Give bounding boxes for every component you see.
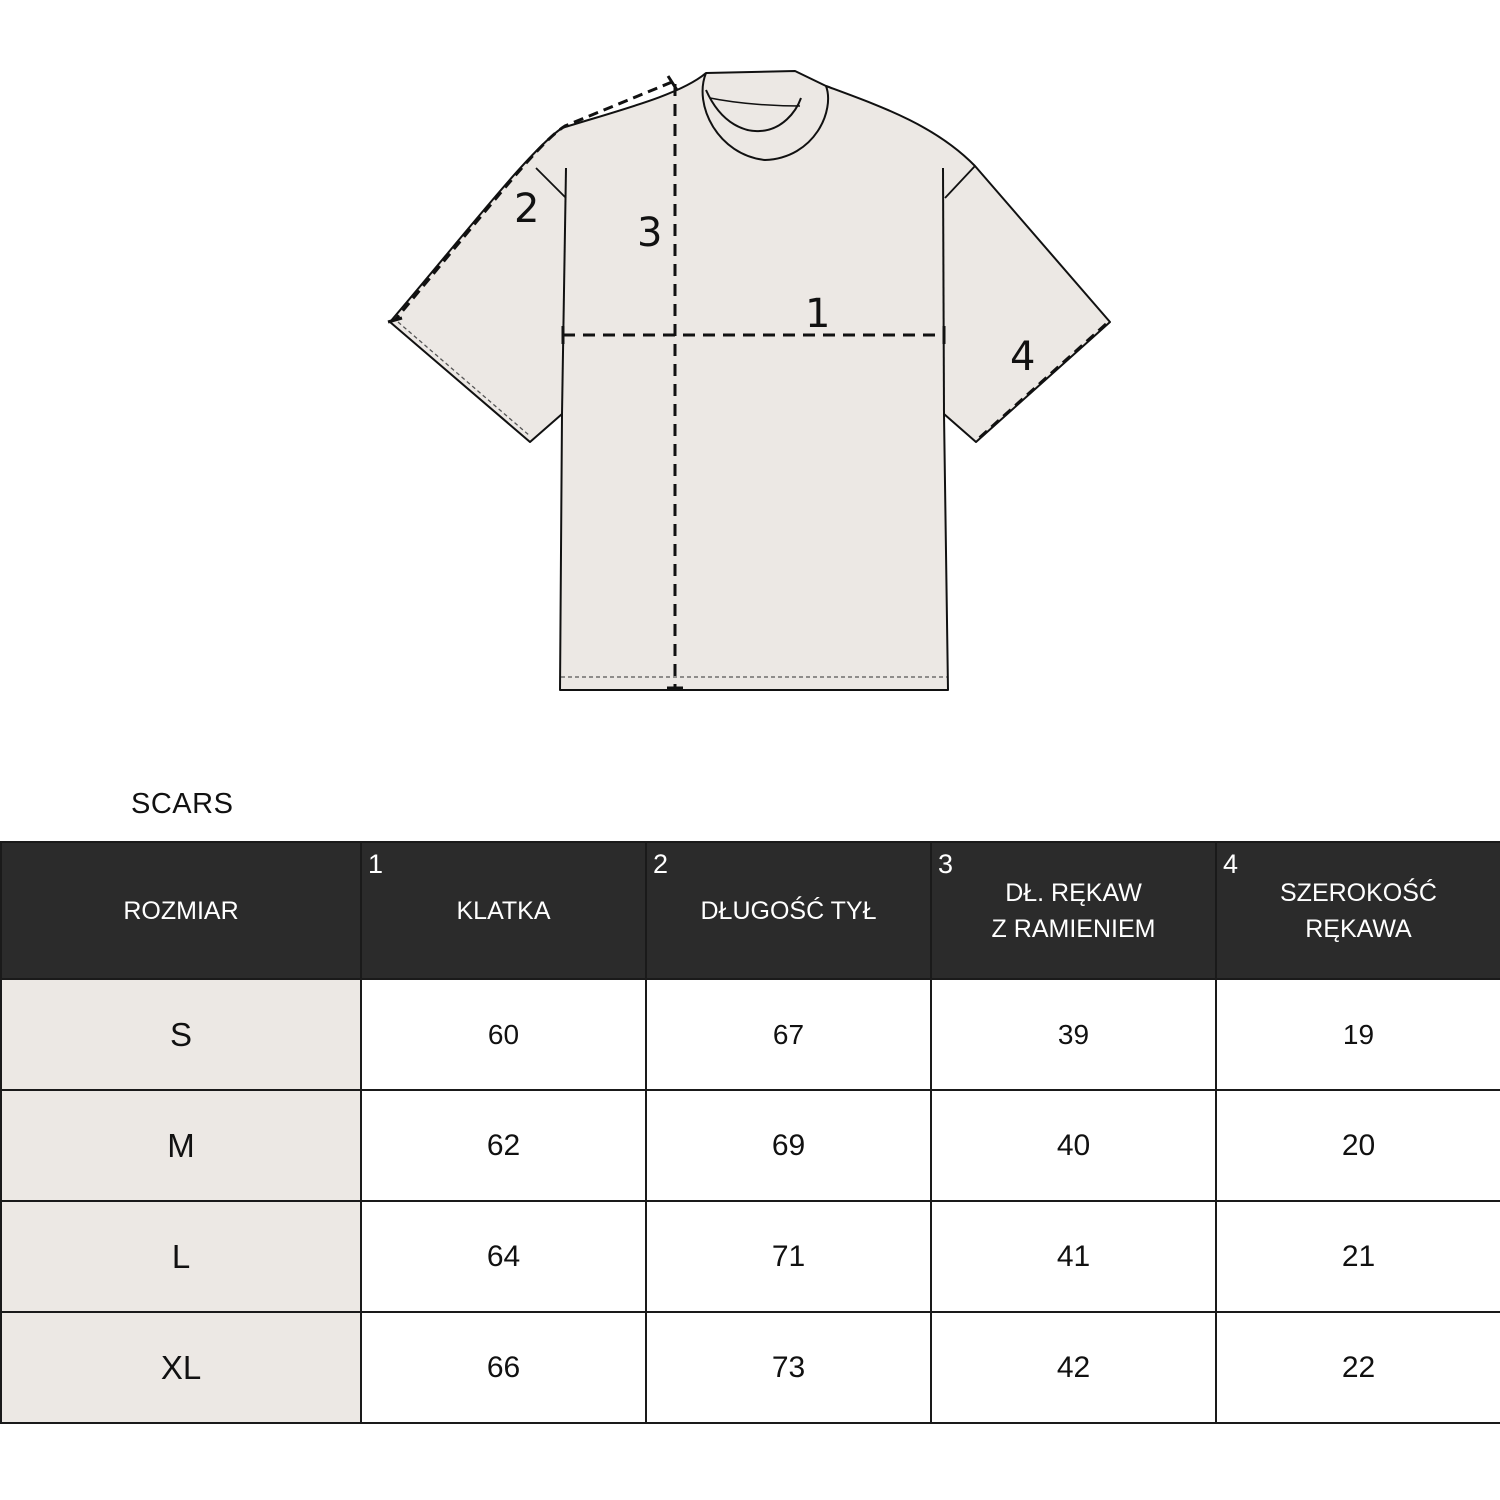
header-col-number: 2 — [653, 849, 669, 879]
table-cell: 69 — [646, 1090, 931, 1201]
header-col-number: 4 — [1223, 849, 1239, 879]
marker-4: 4 — [1010, 334, 1036, 380]
header-chest: 1 KLATKA — [361, 842, 646, 979]
table-row — [1, 1312, 1500, 1423]
header-col-number: 3 — [938, 849, 954, 879]
table-cell: 62 — [361, 1090, 646, 1201]
table-cell: 40 — [931, 1090, 1216, 1201]
table-cell: 19 — [1216, 979, 1500, 1090]
table-cell: 73 — [646, 1312, 931, 1423]
marker-3: 3 — [637, 210, 663, 256]
table-cell: 41 — [931, 1201, 1216, 1312]
size-cell: L — [1, 1201, 361, 1312]
table-row — [1, 979, 1500, 1090]
size-chart-table — [0, 841, 1500, 1424]
tshirt-measurement-diagram — [0, 0, 1500, 720]
table-cell: 21 — [1216, 1201, 1500, 1312]
marker-1: 1 — [805, 291, 831, 337]
size-cell: M — [1, 1090, 361, 1201]
table-cell: 67 — [646, 979, 931, 1090]
marker-2: 2 — [514, 186, 540, 232]
header-sleeve-width: 4 SZEROKOŚĆ RĘKAWA — [1216, 842, 1500, 979]
table-row — [1, 1090, 1500, 1201]
header-back-length: 2 DŁUGOŚĆ TYŁ — [646, 842, 931, 979]
table-cell: 60 — [361, 979, 646, 1090]
size-cell: XL — [1, 1312, 361, 1423]
size-cell: S — [1, 979, 361, 1090]
tshirt-outline — [390, 71, 1110, 690]
brand-name: SCARS — [131, 788, 234, 820]
table-cell: 71 — [646, 1201, 931, 1312]
header-col-number: 1 — [368, 849, 384, 879]
table-cell: 39 — [931, 979, 1216, 1090]
table-header-row — [1, 842, 1500, 979]
header-size: ROZMIAR — [1, 842, 361, 979]
table-row — [1, 1201, 1500, 1312]
table-cell: 20 — [1216, 1090, 1500, 1201]
table-cell: 42 — [931, 1312, 1216, 1423]
right-side-seam — [943, 168, 944, 414]
table-cell: 66 — [361, 1312, 646, 1423]
table-cell: 64 — [361, 1201, 646, 1312]
table-cell: 22 — [1216, 1312, 1500, 1423]
header-sleeve-with-shoulder: 3 DŁ. RĘKAW Z RAMIENIEM — [931, 842, 1216, 979]
